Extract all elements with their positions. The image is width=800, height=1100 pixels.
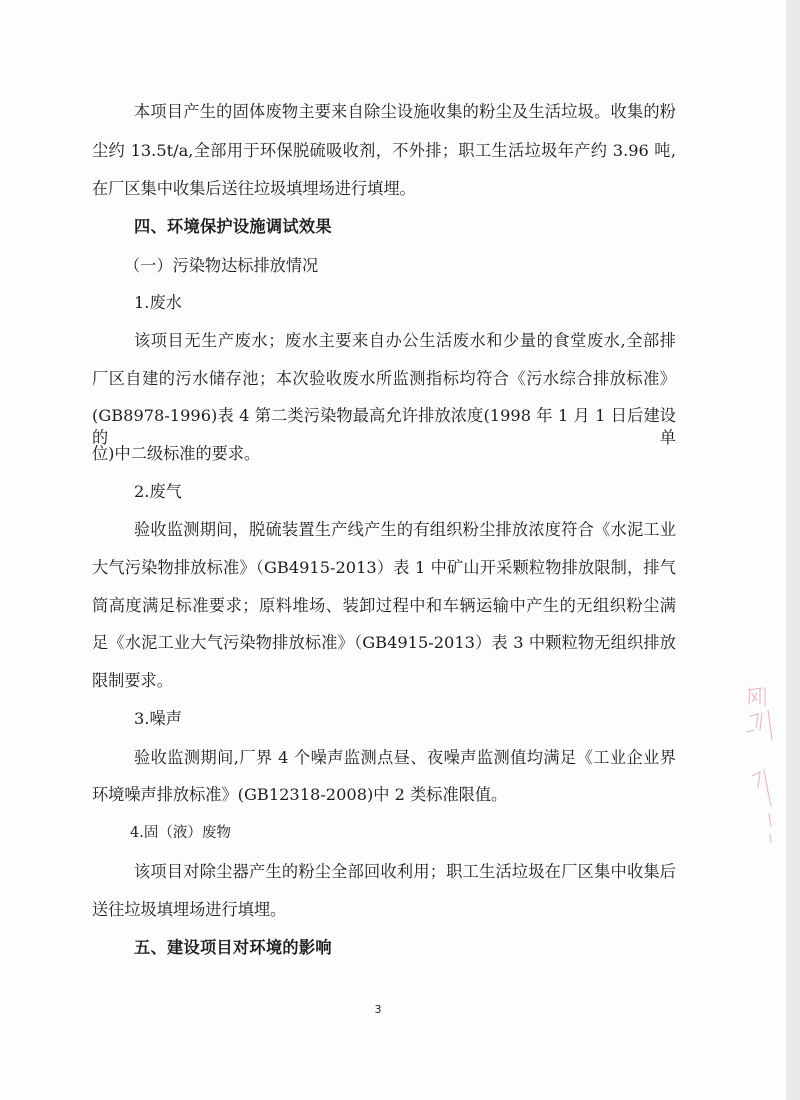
paragraph-solid-waste-line-2: 尘约 13.5t/a,全部用于环保脱硫吸收剂，不外排；职工生活垃圾年产约 3.96 吨,	[92, 141, 676, 160]
item-solid-heading: 4.固（液）废物	[130, 825, 231, 841]
paragraph-wastewater-line-1: 该项目无生产废水；废水主要来自办公生活废水和少量的食堂废水,全部排	[134, 331, 676, 350]
subsection-1-heading: （一）污染物达标排放情况	[124, 256, 319, 275]
paragraph-exhaust-line-2: 大气污染物排放标准》（GB4915-2013）表 1 中矿山开采颗粒物排放限制，排气	[92, 558, 676, 577]
paragraph-exhaust-line-1: 验收监测期间，脱硫装置生产线产生的有组织粉尘排放浓度符合《水泥工业	[134, 520, 676, 539]
paragraph-wastewater-line-4: 位)中二级标准的要求。	[92, 444, 261, 463]
paragraph-noise-line-2: 环境噪声排放标准》(GB12318-2008)中 2 类标准限值。	[92, 785, 508, 804]
paragraph-solid-line-1: 该项目对除尘器产生的粉尘全部回收利用；职工生活垃圾在厂区集中收集后	[134, 862, 676, 881]
paragraph-solid-waste-line-1: 本项目产生的固体废物主要来自除尘设施收集的粉尘及生活垃圾。收集的粉	[134, 102, 676, 121]
section-4-heading: 四、环境保护设施调试效果	[134, 217, 332, 236]
paragraph-solid-waste-line-3: 在厂区集中收集后送往垃圾填埋场进行填埋。	[92, 179, 416, 198]
item-exhaust-heading: 2.废气	[134, 482, 182, 501]
paragraph-wastewater-line-2: 厂区自建的污水储存池；本次验收废水所监测指标均符合《污水综合排放标准》	[92, 369, 676, 388]
paragraph-exhaust-line-3: 筒高度满足标准要求；原料堆场、装卸过程中和车辆运输中产生的无组织粉尘满	[92, 596, 676, 615]
paragraph-wastewater-line-3: (GB8978-1996)表 4 第二类污染物最高允许排放浓度(1998 年 1 月 1 日后建设的单	[92, 406, 676, 447]
page-number: 3	[374, 1003, 382, 1016]
paragraph-exhaust-line-4: 足《水泥工业大气污染物排放标准》（GB4915-2013）表 3 中颗粒物无组织排放	[92, 633, 676, 652]
item-noise-heading: 3.噪声	[134, 709, 182, 728]
paragraph-noise-line-1: 验收监测期间,厂界 4 个噪声监测点昼、夜噪声监测值均满足《工业企业界	[134, 748, 676, 767]
paragraph-exhaust-line-5: 限制要求。	[92, 671, 173, 690]
section-5-heading: 五、建设项目对环境的影响	[134, 938, 332, 957]
seal-fragment-icon	[738, 680, 778, 850]
paragraph-solid-line-2: 送往垃圾填埋场进行填埋。	[92, 900, 287, 919]
item-wastewater-heading: 1.废水	[134, 293, 182, 312]
